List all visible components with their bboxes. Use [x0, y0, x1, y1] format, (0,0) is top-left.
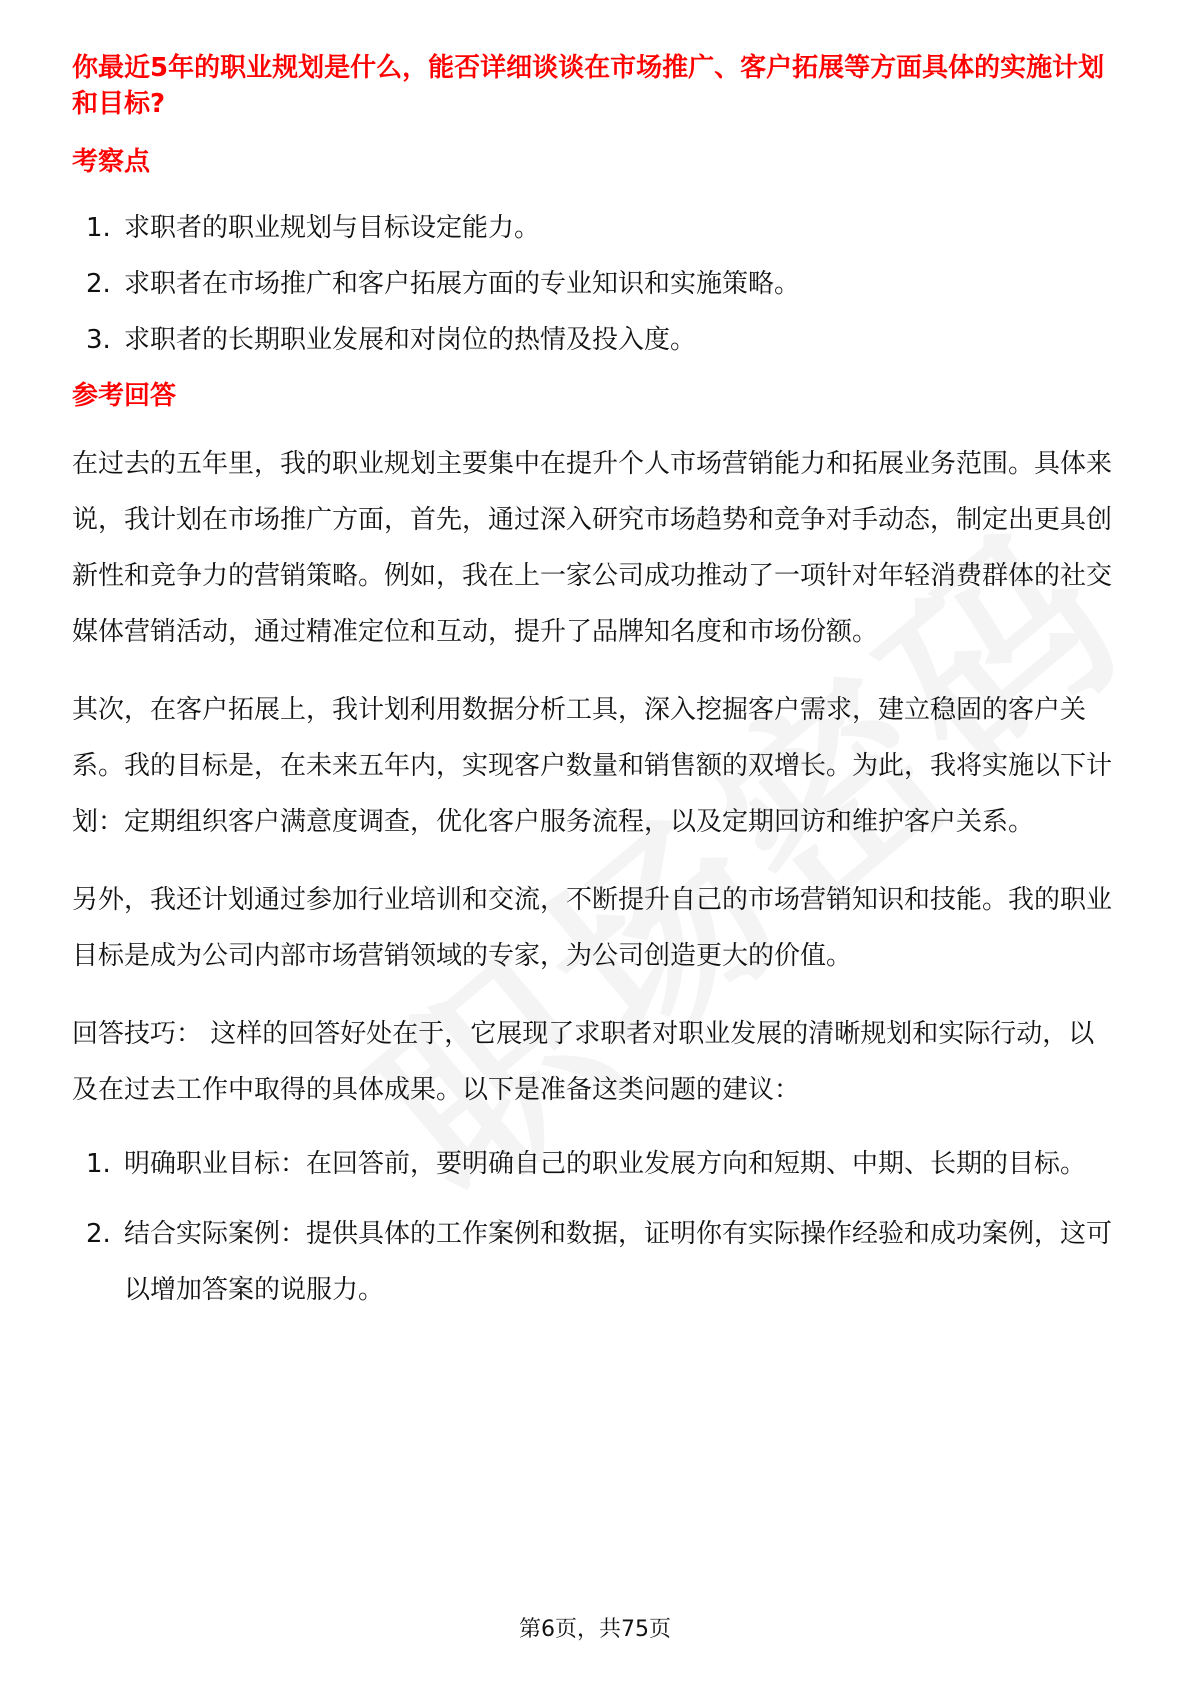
list-item [72, 1206, 1120, 1318]
list-item-number: 3. [86, 325, 111, 355]
page-content [72, 50, 1120, 1332]
reference-answer-heading: 参考回答 [72, 381, 177, 411]
interview-question: 你最近5年的职业规划是什么，能否详细谈谈在市场推广、客户拓展等方面具体的实施计划和目标? [72, 53, 1105, 119]
exam-points-heading: 考察点 [72, 147, 151, 177]
answer-paragraph: 在过去的五年里，我的职业规划主要集中在提升个人市场营销能力和拓展业务范围。具体来说，我计划在市场推广方面，首先，通过深入研究市场趋势和竞争对手动态，制定出更具创新性和竞争力的营销策略。例如，我在上一家公司成功推动了一项针对年轻消费群体的社交媒体营销活动，通过精准定位和互动，提升了品牌知名度和市场份额。 [72, 449, 1113, 647]
list-item [72, 210, 1120, 246]
answer-paragraph: 其次，在客户拓展上，我计划利用数据分析工具，深入挖掘客户需求，建立稳固的客户关系。我的目标是，在未来五年内，实现客户数量和销售额的双增长。为此，我将实施以下计划：定期组织客户满意度调查，优化客户服务流程，以及定期回访和维护客户关系。 [72, 695, 1113, 837]
list-item [72, 1136, 1120, 1192]
list-item-text: 求职者的长期职业发展和对岗位的热情及投入度。 [124, 325, 697, 355]
answer-tips-paragraph: 回答技巧： 这样的回答好处在于，它展现了求职者对职业发展的清晰规划和实际行动，以及在过去工作中取得的具体成果。以下是准备这类问题的建议： [72, 1019, 1095, 1105]
page-number-footer: 第6页，共75页 [519, 1617, 671, 1642]
answer-paragraph: 另外，我还计划通过参加行业培训和交流，不断提升自己的市场营销知识和技能。我的职业目标是成为公司内部市场营销领域的专家，为公司创造更大的价值。 [72, 885, 1113, 971]
list-item-text: 求职者的职业规划与目标设定能力。 [124, 213, 541, 243]
list-item-number: 2. [86, 1219, 111, 1249]
list-item-number: 1. [86, 213, 111, 243]
list-item-number: 1. [86, 1149, 111, 1179]
tips-list [72, 1136, 1120, 1318]
list-item [72, 266, 1120, 302]
list-item-text: 结合实际案例：提供具体的工作案例和数据，证明你有实际操作经验和成功案例，这可以增加答案的说服力。 [124, 1219, 1113, 1305]
list-item [72, 322, 1120, 358]
exam-points-list [72, 210, 1120, 358]
list-item-number: 2. [86, 269, 111, 299]
list-item-text: 求职者在市场推广和客户拓展方面的专业知识和实施策略。 [124, 269, 801, 299]
list-item-text: 明确职业目标：在回答前，要明确自己的职业发展方向和短期、中期、长期的目标。 [124, 1149, 1087, 1179]
